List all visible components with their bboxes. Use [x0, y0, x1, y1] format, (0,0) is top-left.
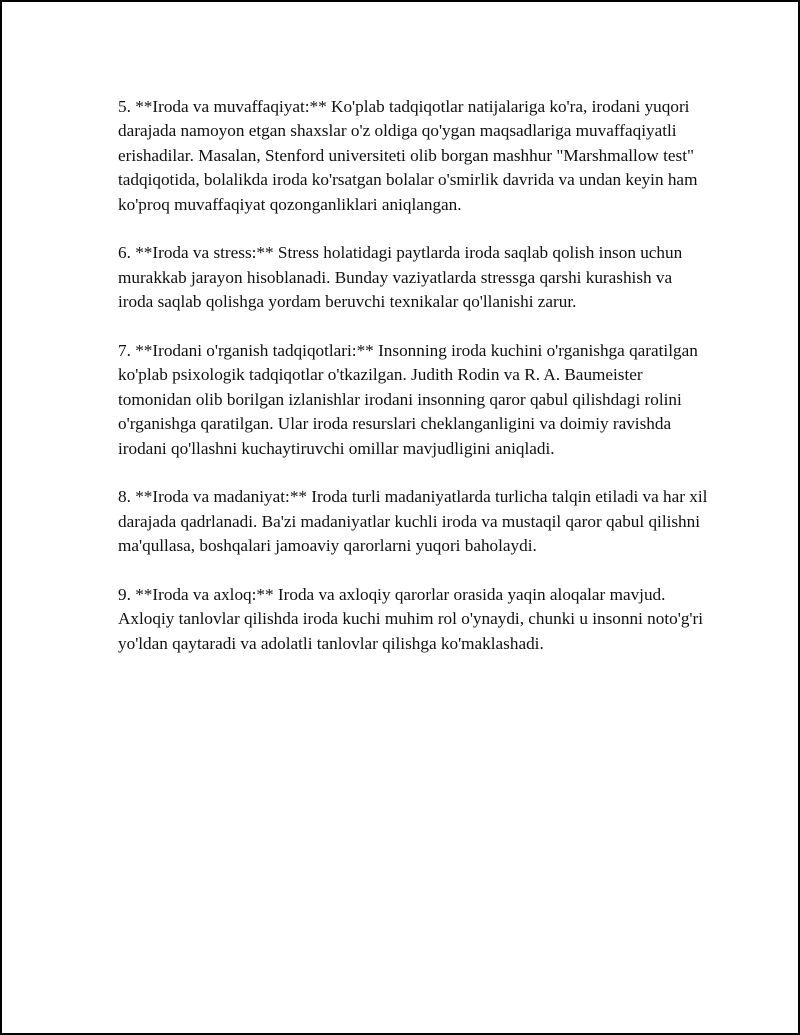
paragraph-9: 9. **Iroda va axloq:** Iroda va axloqiy qarorlar orasida yaqin aloqalar mavjud. Axloqiy tanlovlar qilishda iroda kuchi muhim rol o'ynaydi, chunki u insonni noto'g'ri yo'ldan qaytaradi va adolatli tanlovlar qilishga ko'maklashadi.: [118, 585, 704, 653]
document-body: [118, 95, 708, 681]
paragraph-7: 7. **Irodani o'rganish tadqiqotlari:** Insonning iroda kuchini o'rganishga qaratilgan ko'plab psixologik tadqiqotlar o'tkazilgan. Judith Rodin va R. A. Baumeister tomonidan olib borilgan izlanishlar irodani insonning qaror qabul qilishdagi rolini o'rganishga qaratilgan. Ular iroda resurslari cheklanganligini va doimiy ravishda irodani qo'llashni kuchaytiruvchi omillar mavjudligini aniqladi.: [118, 341, 698, 458]
paragraph-5: 5. **Iroda va muvaffaqiyat:** Ko'plab tadqiqotlar natijalariga ko'ra, irodani yuqori darajada namoyon etgan shaxslar o'z oldiga qo'ygan maqsadlariga muvaffaqiyatli erishadilar. Masalan, Stenford universiteti olib borgan mashhur "Marshmallow test" tadqiqotida, bolalikda iroda ko'rsatgan bolalar o'smirlik davrida va undan keyin ham ko'proq muvaffaqiyat qozonganliklari aniqlangan.: [118, 97, 698, 214]
paragraph-6: 6. **Iroda va stress:** Stress holatidagi paytlarda iroda saqlab qolish inson uchun murakkab jarayon hisoblanadi. Bunday vaziyatlarda stressga qarshi kurashish va iroda saqlab qolishga yordam beruvchi texnikalar qo'llanishi zarur.: [118, 243, 683, 312]
paragraph-8: 8. **Iroda va madaniyat:** Iroda turli madaniyatlarda turlicha talqin etiladi va har xil darajada qadrlanadi. Ba'zi madaniyatlar kuchli iroda va mustaqil qaror qabul qilishni ma'qullasa, boshqalari jamoaviy qarorlarni yuqori baholaydi.: [118, 487, 708, 556]
